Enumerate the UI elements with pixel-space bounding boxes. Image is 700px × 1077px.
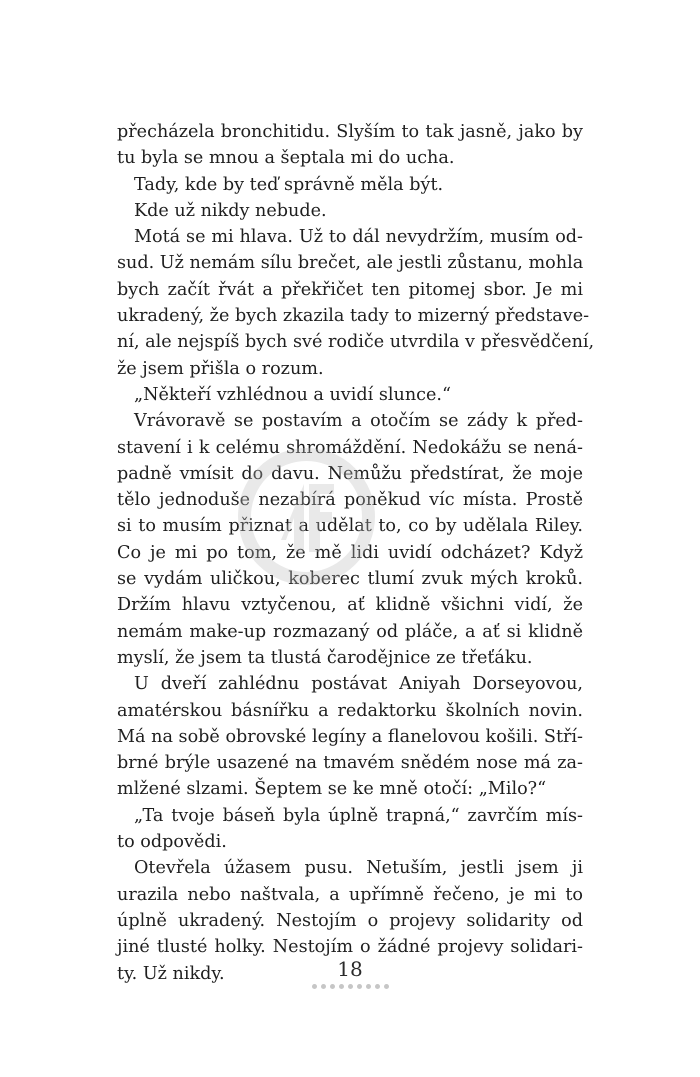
- text-line: že jsem přišla o rozum.: [117, 358, 324, 379]
- text-line: Držím hlavu vztyčenou, ať klidně všichni vidí, že: [117, 595, 583, 616]
- text-line: Kde už nikdy nebude.: [134, 200, 327, 221]
- text-line: Otevřela úžasem pusu. Netuším, jestli jsem ji: [134, 858, 583, 879]
- text-line: Má na sobě obrovské legíny a flanelovou košili. Stří-: [117, 726, 583, 747]
- text-line: přecházela bronchitidu. Slyším to tak jasně, jako by: [117, 122, 583, 142]
- text-line: „Někteří vzhlédnou a uvidí slunce.“: [134, 384, 452, 405]
- paragraph: [117, 172, 583, 198]
- page-number-ornament: [0, 984, 700, 989]
- text-line: úplně ukradený. Nestojím o projevy solidarity od: [117, 910, 583, 931]
- body-text: [117, 119, 595, 987]
- page-number: 18: [337, 957, 363, 981]
- text-line: myslí, že jsem ta tlustá čarodějnice ze třeťáku.: [117, 647, 533, 668]
- text-line: jiné tlusté holky. Nestojím o žádné projevy solidari-: [117, 937, 583, 958]
- text-line: urazila nebo naštvala, a upřímně řečeno, je mi to: [117, 884, 583, 905]
- ornament-dot: [384, 984, 389, 989]
- text-line: Motá se mi hlava. Už to dál nevydržím, musím od-: [134, 227, 583, 248]
- text-line: ní, ale nejspíš bych své rodiče utvrdila v přesvědčení,: [117, 332, 595, 353]
- text-line: Co je mi po tom, že mě lidi uvidí odcházet? Když: [117, 542, 583, 563]
- text-line: amatérskou básnířku a redaktorku školních novin.: [117, 700, 583, 721]
- ornament-dot: [366, 984, 371, 989]
- text-line: to odpovědi.: [117, 832, 227, 853]
- paragraph: [117, 224, 595, 382]
- text-line: si to musím přiznat a udělat to, co by udělala Riley.: [117, 516, 583, 537]
- ornament-dot: [321, 984, 326, 989]
- ornament-dot: [348, 984, 353, 989]
- paragraph: [117, 408, 583, 671]
- ornament-dot: [339, 984, 344, 989]
- ornament-dot: [357, 984, 362, 989]
- paragraph: [117, 803, 583, 856]
- text-line: tělo jednoduše nezabírá poněkud víc místa. Prostě: [117, 490, 583, 511]
- text-line: padně vmísit do davu. Nemůžu předstírat, že moje: [117, 463, 583, 484]
- text-line: sud. Už nemám sílu brečet, ale jestli zůstanu, mohla: [117, 253, 584, 274]
- paragraph: [117, 382, 583, 408]
- text-line: U dveří zahlédnu postávat Aniyah Dorseyovou,: [134, 674, 583, 695]
- text-line: „Ta tvoje báseň byla úplně trapná,“ zavrčím mís-: [134, 805, 583, 826]
- paragraph: [117, 119, 583, 172]
- ornament-dot: [330, 984, 335, 989]
- ornament-dot: [375, 984, 380, 989]
- ornament-dot: [312, 984, 317, 989]
- text-line: ty. Už nikdy.: [117, 963, 225, 984]
- text-line: brné brýle usazené na tmavém snědém nose má za-: [117, 753, 583, 774]
- text-line: se vydám uličkou, koberec tlumí zvuk mých kroků.: [117, 569, 583, 590]
- text-line: mlžené slzami. Šeptem se ke mně otočí: „Milo?“: [117, 779, 547, 800]
- text-line: tu byla se mnou a šeptala mi do ucha.: [117, 148, 455, 169]
- text-line: bych začít řvát a překřičet ten pitomej sbor. Je mi: [117, 279, 583, 300]
- paragraph: [117, 198, 583, 224]
- text-line: stavení i k celému shromáždění. Nedokážu se nená-: [117, 437, 583, 458]
- text-line: Vrávoravě se postavím a otočím se zády k před-: [134, 411, 583, 432]
- text-line: Tady, kde by teď správně měla být.: [134, 174, 444, 195]
- text-line: ukradený, že bych zkazila tady to mizerný představe-: [117, 306, 590, 327]
- text-line: nemám make-up rozmazaný od pláče, a ať si klidně: [117, 621, 583, 642]
- paragraph: [117, 671, 583, 802]
